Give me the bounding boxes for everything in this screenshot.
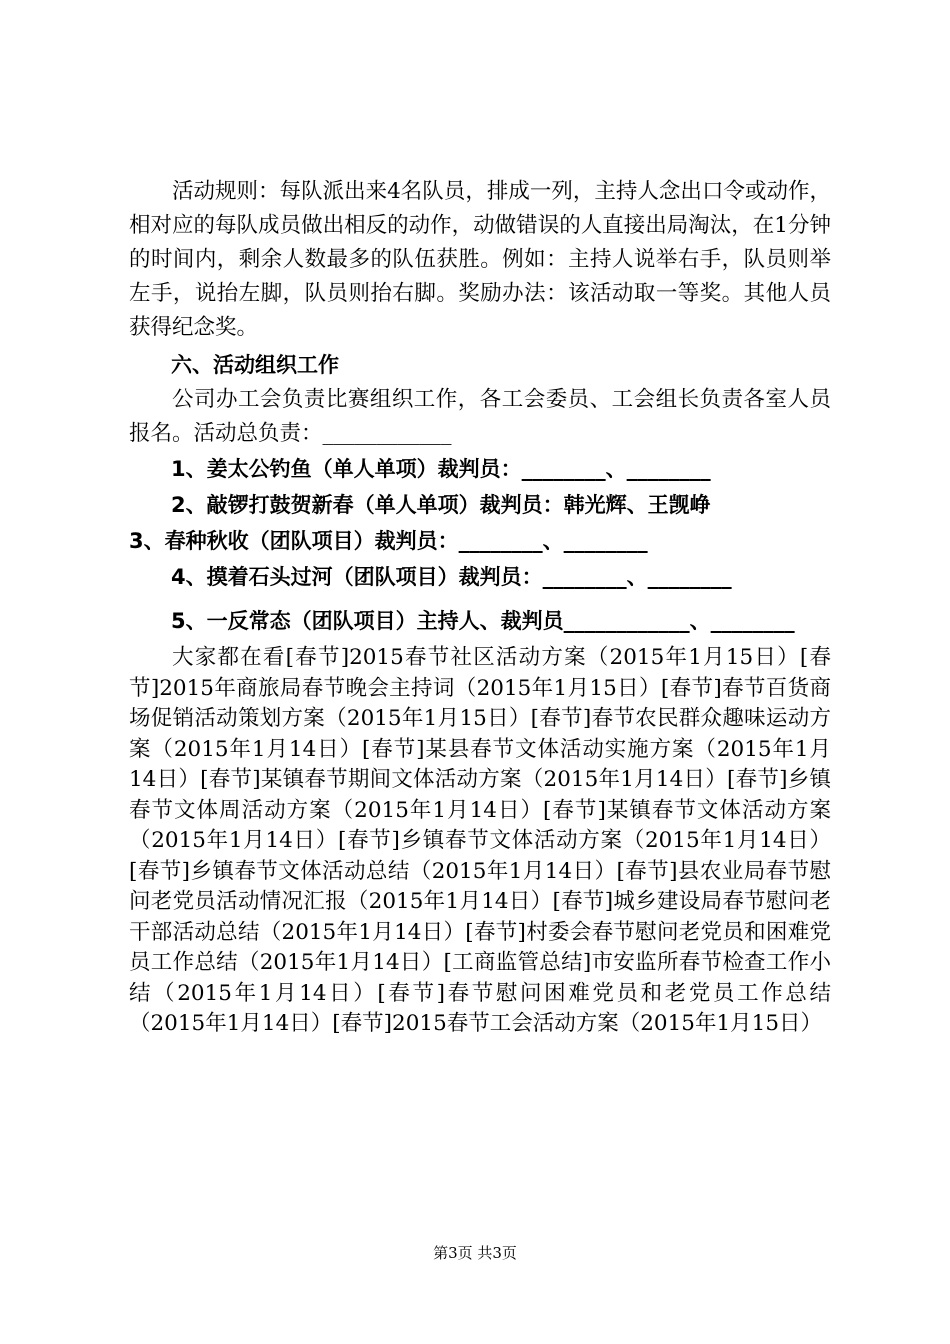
- related-articles-paragraph: 大家都在看[春节]2015春节社区活动方案（2015年1月15日）[春节]2015年商旅局春节晚会主持词（2015年1月15日）[春节]春节百货商场促销活动策划方案（2015年1月15日）[春节]春节农民群众趣味运动方案（2015年1月14日）[春节]某县春节文体活动实施方案（2015年1月14日）[春节]某镇春节期间文体活动方案（2015年1月14日）[春节]乡镇春节文体周活动方案（2015年1月14日）[春节]某镇春节文体活动方案（2015年1月14日）[春节]乡镇春节文体活动方案（2015年1月14日）[春节]乡镇春节文体活动总结（2015年1月14日）[春节]县农业局春节慰问老党员活动情况汇报（2015年1月14日）[春节]城乡建设局春节慰问老干部活动总结（2015年1月14日）[春节]村委会春节慰问老党员和困难党员工作总结（2015年1月14日）[工商监管总结]市安监所春节检查工作小结（2015年1月14日）[春节]春节慰问困难党员和老党员工作总结（2015年1月14日）[春节]2015春节工会活动方案（2015年1月15日）: [129, 645, 831, 1036]
- organization-paragraph: 公司办工会负责比赛组织工作，各工会委员、工会组长负责各室人员报名。活动总负责：____________: [129, 387, 831, 446]
- document-body: [129, 175, 831, 1040]
- referee-item-5: 5、一反常态（团队项目）主持人、裁判员____________、________: [171, 609, 795, 633]
- referee-item-3: 3、春种秋收（团队项目）裁判员：________、________: [129, 529, 648, 553]
- section-heading: 六、活动组织工作: [171, 353, 339, 377]
- referee-item-1: 1、姜太公钓鱼（单人单项）裁判员：________、________: [171, 457, 711, 481]
- page-footer: 第3页 共3页: [433, 1244, 517, 1262]
- referee-item-4: 4、摸着石头过河（团队项目）裁判员：________、________: [171, 565, 732, 589]
- rules-paragraph: 活动规则：每队派出来4名队员，排成一列，主持人念出口令或动作，相对应的每队成员做出相反的动作，动做错误的人直接出局淘汰，在1分钟的时间内，剩余人数最多的队伍获胜。例如：主持人说举右手，队员则举左手，说抬左脚，队员则抬右脚。奖励办法：该活动取一等奖。其他人员获得纪念奖。: [129, 179, 831, 340]
- referee-item-2: 2、敲锣打鼓贺新春（单人单项）裁判员：韩光辉、王觊峥: [171, 493, 711, 517]
